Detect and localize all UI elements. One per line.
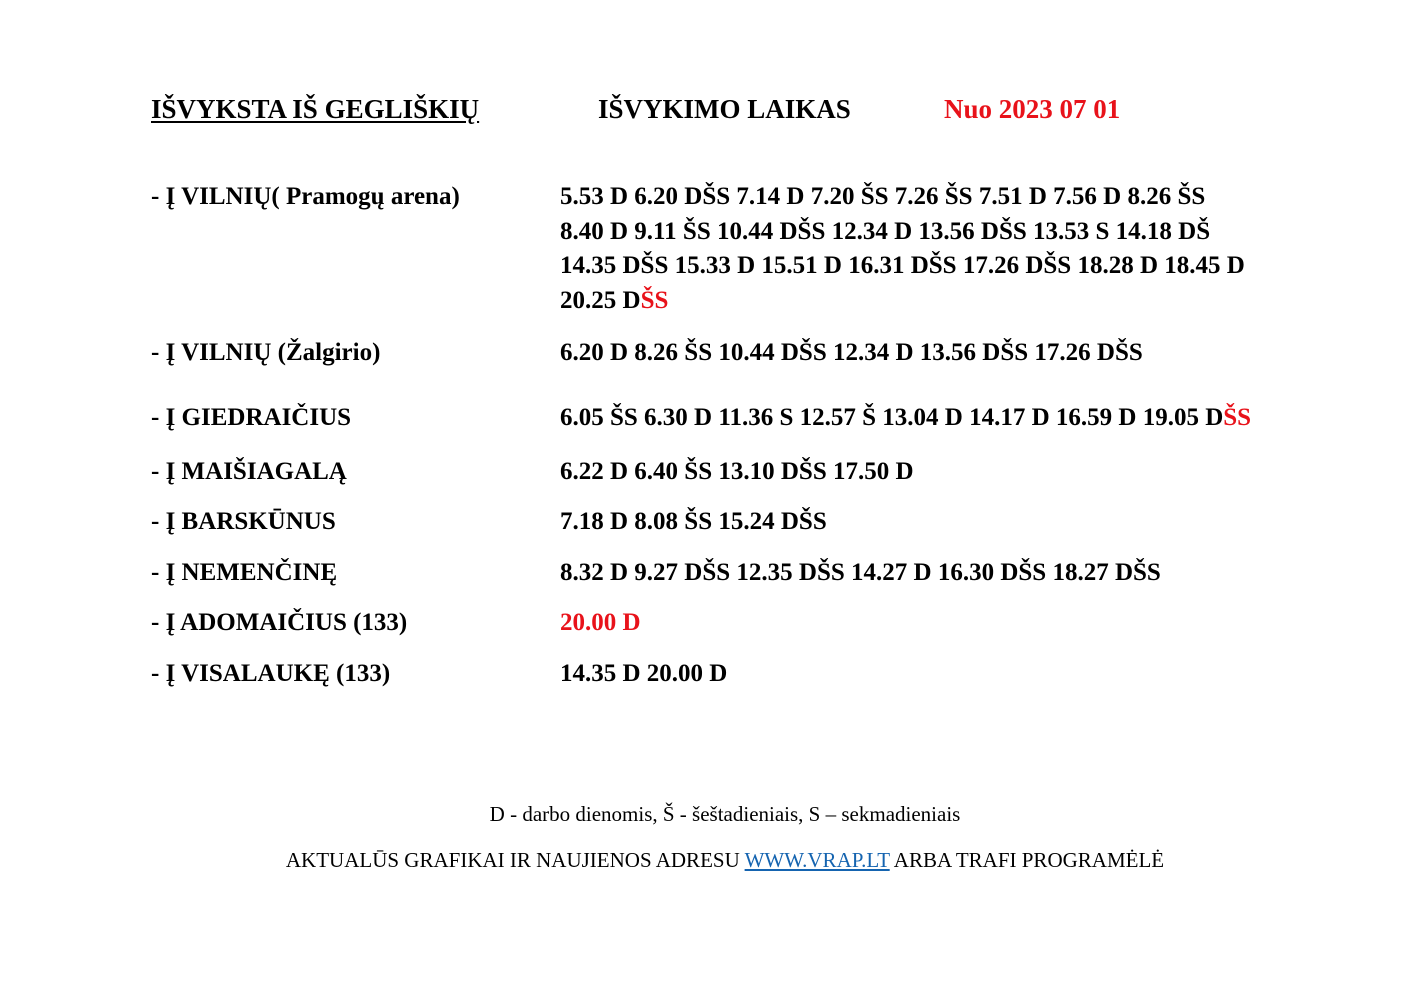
footer-text: ARBA TRAFI PROGRAMĖLĖ <box>889 848 1165 872</box>
times-line <box>560 401 1285 436</box>
route-destination: - Į VILNIŲ( Pramogų arena) <box>151 183 460 210</box>
route-destination: - Į MAIŠIAGALĄ <box>151 458 347 485</box>
route-times <box>560 180 1285 318</box>
times-line: 5.53 D 6.20 DŠS 7.14 D 7.20 ŠS 7.26 ŠS 7.51 D 7.56 D 8.26 ŠS <box>560 183 1206 210</box>
times-line <box>560 284 1285 319</box>
times-line: 8.32 D 9.27 DŠS 12.35 DŠS 14.27 D 16.30 DŠS 18.27 DŠS <box>560 559 1161 586</box>
legend-text: D - darbo dienomis, Š - šeštadieniais, S – sekmadieniais <box>489 802 961 826</box>
times-line: 7.18 D 8.08 ŠS 15.24 DŠS <box>560 508 827 535</box>
route-times <box>560 455 1285 490</box>
route-times <box>560 657 1285 692</box>
times-line: 6.20 D 8.26 ŠS 10.44 DŠS 12.34 D 13.56 DŠS 17.26 DŠS <box>560 339 1143 366</box>
valid-from-date: Nuo 2023 07 01 <box>944 94 1121 124</box>
route-times <box>560 556 1285 591</box>
times-text: 6.05 ŠS 6.30 D 11.36 S 12.57 Š 13.04 D 14.17 D 16.59 D 19.05 D <box>560 404 1224 431</box>
route-destination: - Į VILNIŲ (Žalgirio) <box>151 339 381 366</box>
footer-note <box>0 846 1403 874</box>
times-line: 8.40 D 9.11 ŠS 10.44 DŠS 12.34 D 13.56 DŠS 13.53 S 14.18 DŠ <box>560 217 1211 245</box>
route-times <box>560 401 1285 436</box>
route-destination: - Į VISALAUKĘ (133) <box>151 660 391 687</box>
highlighted-days: ŠS <box>640 286 669 314</box>
highlighted-days: ŠS <box>1223 404 1252 431</box>
route-destination: - Į NEMENČINĘ <box>151 559 338 586</box>
times-text: 20.25 D <box>560 286 641 314</box>
times-line: 14.35 D 20.00 D <box>560 660 728 687</box>
route-destination: - Į BARSKŪNUS <box>151 508 336 535</box>
times-line: 14.35 DŠS 15.33 D 15.51 D 16.31 DŠS 17.26 DŠS 18.28 D 18.45 D <box>560 252 1245 279</box>
route-times <box>560 505 1285 540</box>
route-destination: - Į ADOMAIČIUS (133) <box>151 609 408 636</box>
times-line: 20.00 D <box>560 609 641 636</box>
times-line: 6.22 D 6.40 ŠS 13.10 DŠS 17.50 D <box>560 458 914 485</box>
route-times <box>560 606 1285 641</box>
footer-text: AKTUALŪS GRAFIKAI IR NAUJIENOS ADRESU <box>285 848 745 872</box>
route-destination: - Į GIEDRAIČIUS <box>151 404 352 431</box>
website-link[interactable]: WWW.VRAP.LT <box>744 848 890 872</box>
route-times <box>560 336 1285 371</box>
departure-time-heading: IŠVYKIMO LAIKAS <box>598 94 851 124</box>
origin-heading: IŠVYKSTA IŠ GEGLIŠKIŲ <box>151 94 480 124</box>
